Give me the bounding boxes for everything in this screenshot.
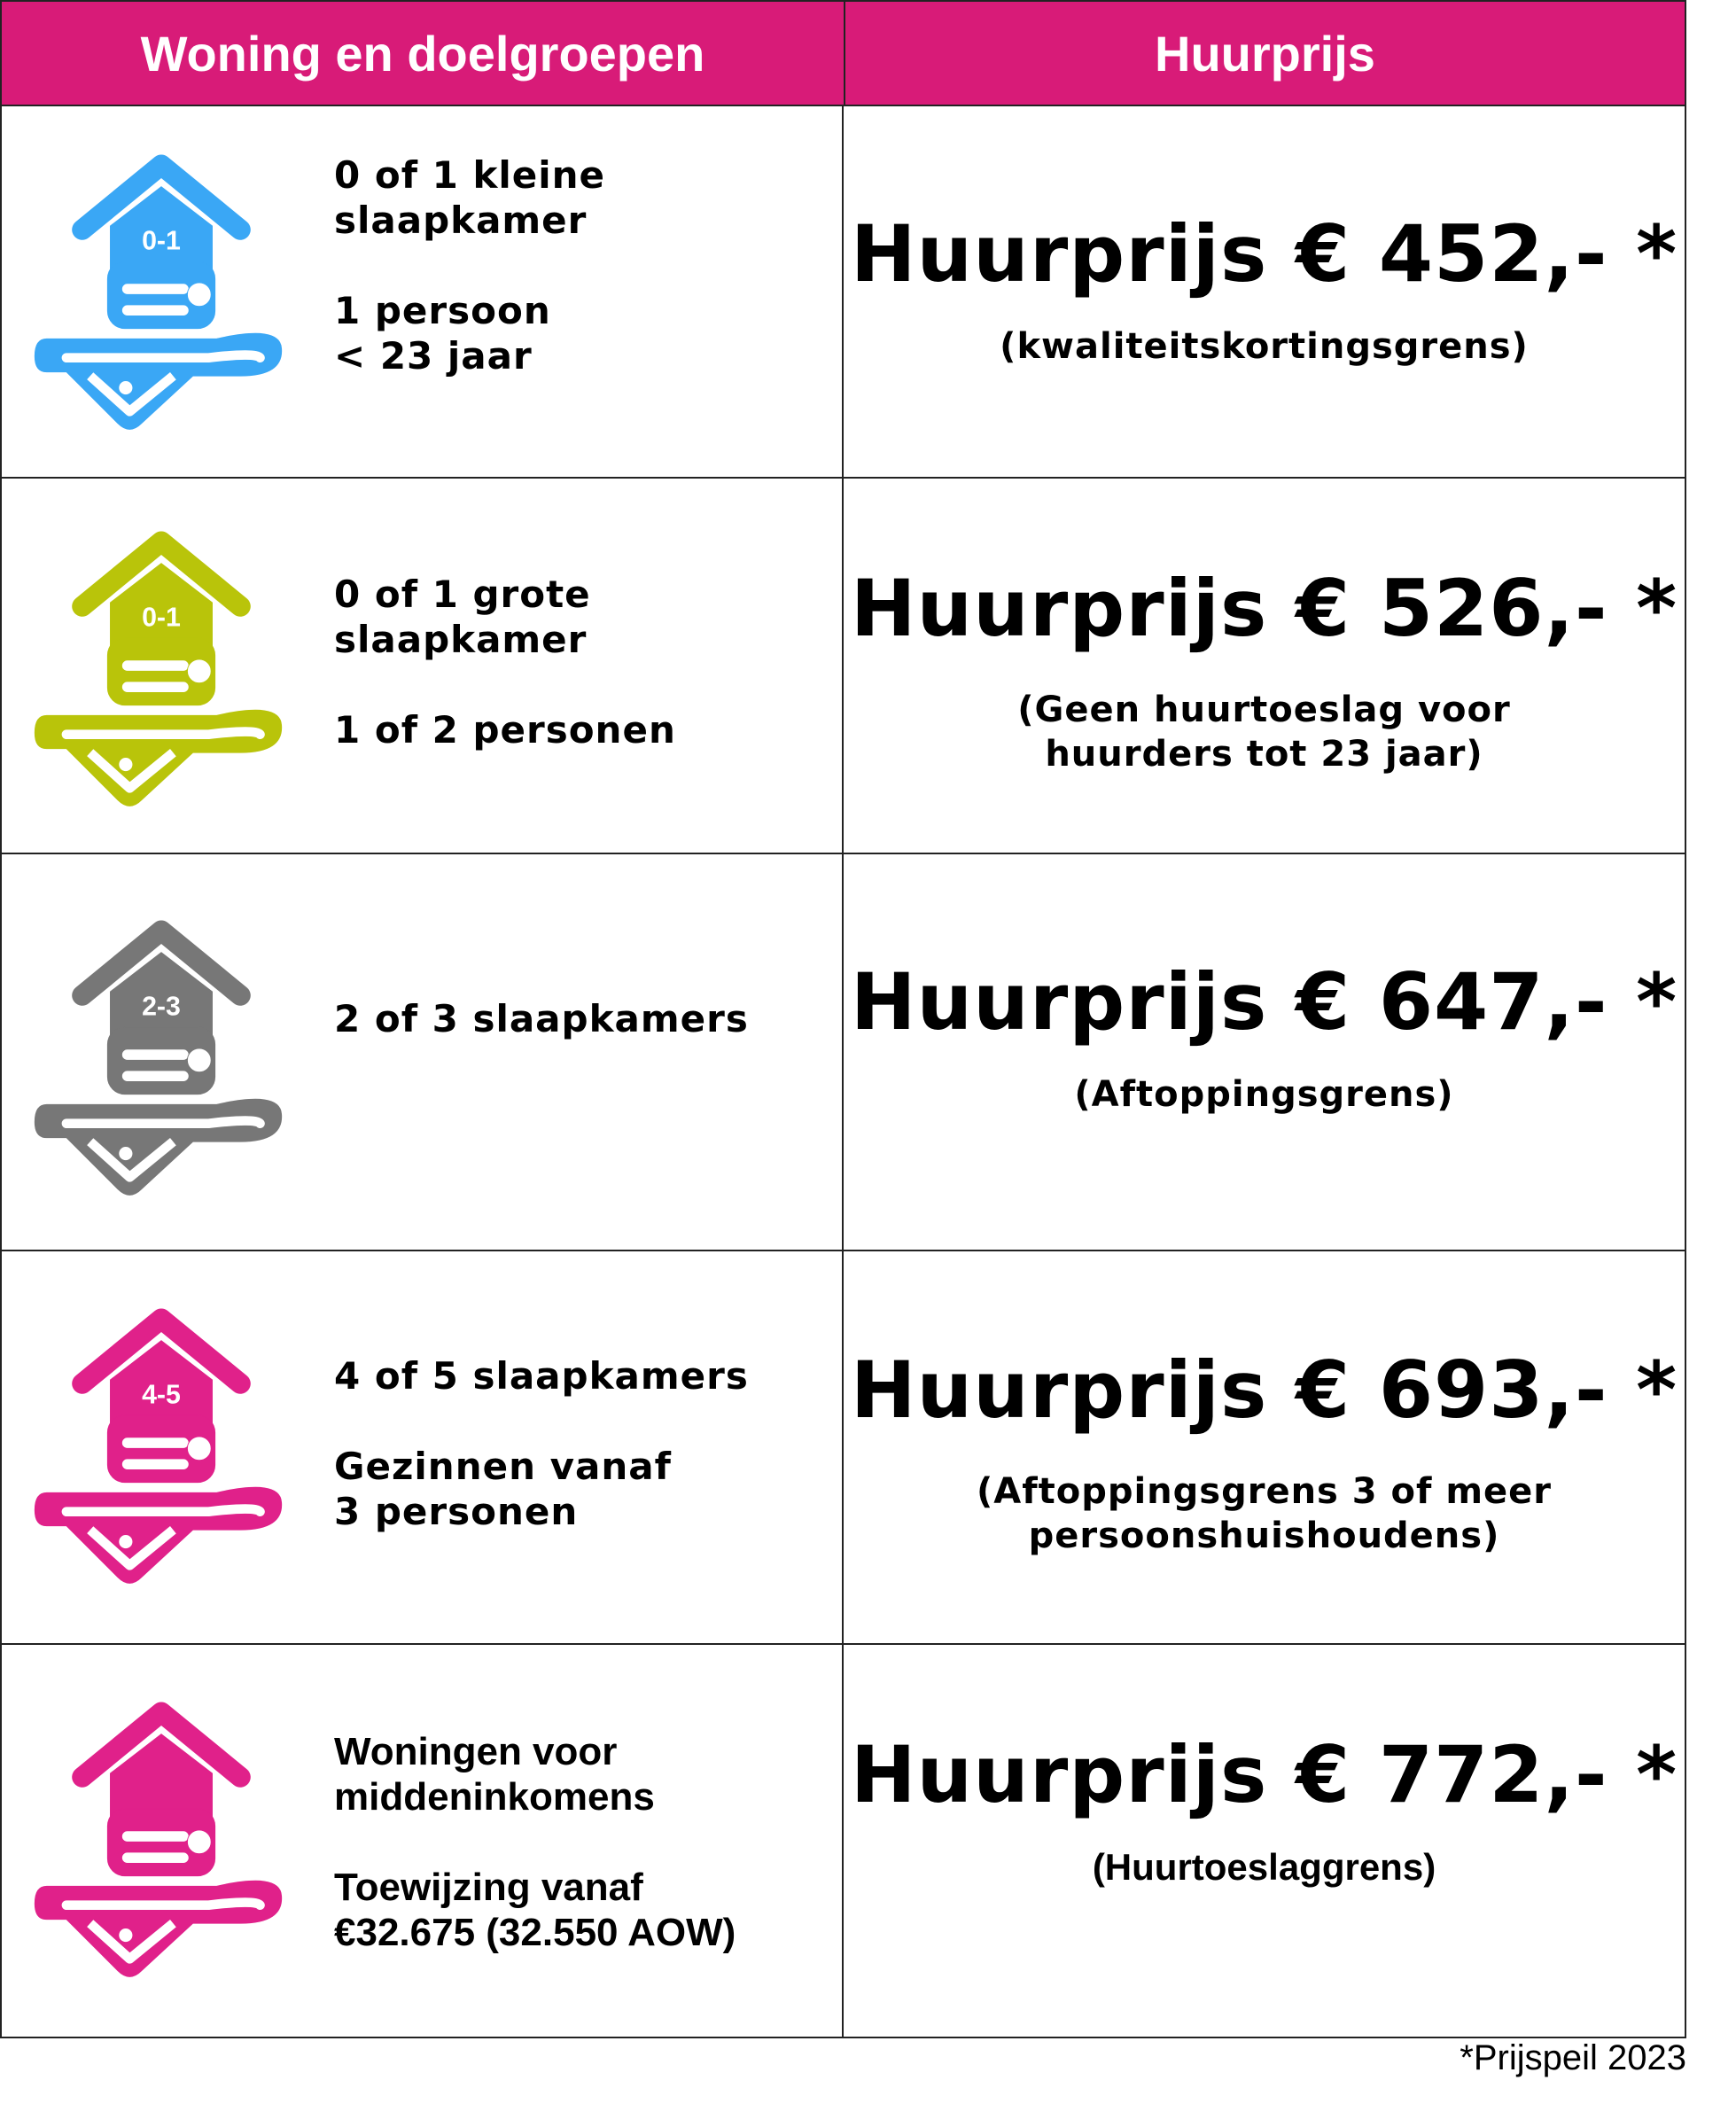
desc-line: Toewijzing vanaf [334,1866,643,1909]
desc-line: 1 of 2 personen [334,708,676,752]
house-bed-icon [19,527,303,820]
desc-line: middeninkomens [334,1775,655,1819]
housing-description [334,152,605,378]
desc-line: €32.675 (32.550 AOW) [334,1911,736,1954]
desc-line: slaapkamer [334,618,588,661]
price-note: (Aftoppingsgrens) [1074,1074,1454,1115]
price-note-line: (Aftoppingsgrens 3 of meer [976,1471,1553,1512]
housing-cell [2,1251,844,1643]
price-cell [844,854,1685,1250]
desc-line: 3 personen [334,1490,579,1533]
icon-label: 4-5 [142,1380,181,1410]
house-bed-icon [19,1698,303,1991]
house-bed-icon [19,916,303,1209]
desc-line: 4 of 5 slaapkamers [334,1354,749,1398]
rent-price: Huurprijs € 647,- * [850,956,1678,1048]
desc-line: 0 of 1 grote [334,573,591,616]
table-row [0,1251,1686,1645]
header-woning: Woning en doelgroepen [2,2,845,105]
rent-price: Huurprijs € 526,- * [850,563,1678,654]
table-row [0,106,1686,479]
housing-description [334,1353,749,1534]
desc-line: < 23 jaar [334,334,533,378]
price-note [977,1469,1552,1558]
rent-price: Huurprijs € 452,- * [850,208,1678,300]
housing-description [334,572,676,752]
house-bed-icon [19,1305,303,1597]
table-row [0,1645,1686,2038]
housing-description [334,1729,736,1955]
rent-price: Huurprijs € 693,- * [850,1344,1678,1436]
price-note-line: huurders tot 23 jaar) [1045,734,1483,775]
table-header [0,0,1686,106]
housing-cell [2,1645,844,2037]
table-row [0,479,1686,854]
price-note-line: persoonshuishoudens) [1028,1515,1500,1556]
desc-line: 2 of 3 slaapkamers [334,997,749,1040]
price-note [1017,688,1511,776]
table-row [0,854,1686,1251]
price-note: (kwaliteitskortingsgrens) [1000,326,1529,367]
housing-description [334,996,749,1041]
icon-label: 0-1 [142,603,181,633]
house-bed-icon [19,151,303,443]
price-level-footnote: *Prijspeil 2023 [1460,2038,1686,2077]
desc-line: slaapkamer [334,199,588,242]
desc-line: Gezinnen vanaf [334,1445,672,1488]
price-cell [844,479,1685,853]
desc-line: Woningen voor [334,1730,618,1773]
desc-line: 1 persoon [334,289,551,332]
price-cell [844,106,1685,477]
icon-label: 2-3 [142,992,181,1022]
price-cell [844,1645,1685,2037]
header-huurprijs: Huurprijs [1155,25,1375,82]
housing-cell [2,854,844,1250]
price-note-line: (Geen huurtoeslag voor [1017,690,1511,730]
price-note: (Huurtoeslaggrens) [1092,1846,1436,1888]
housing-cell [2,479,844,853]
housing-cell [2,106,844,477]
desc-line: 0 of 1 kleine [334,153,606,197]
icon-label: 0-1 [142,226,181,256]
rent-price: Huurprijs € 772,- * [850,1729,1678,1820]
price-cell [844,1251,1685,1643]
